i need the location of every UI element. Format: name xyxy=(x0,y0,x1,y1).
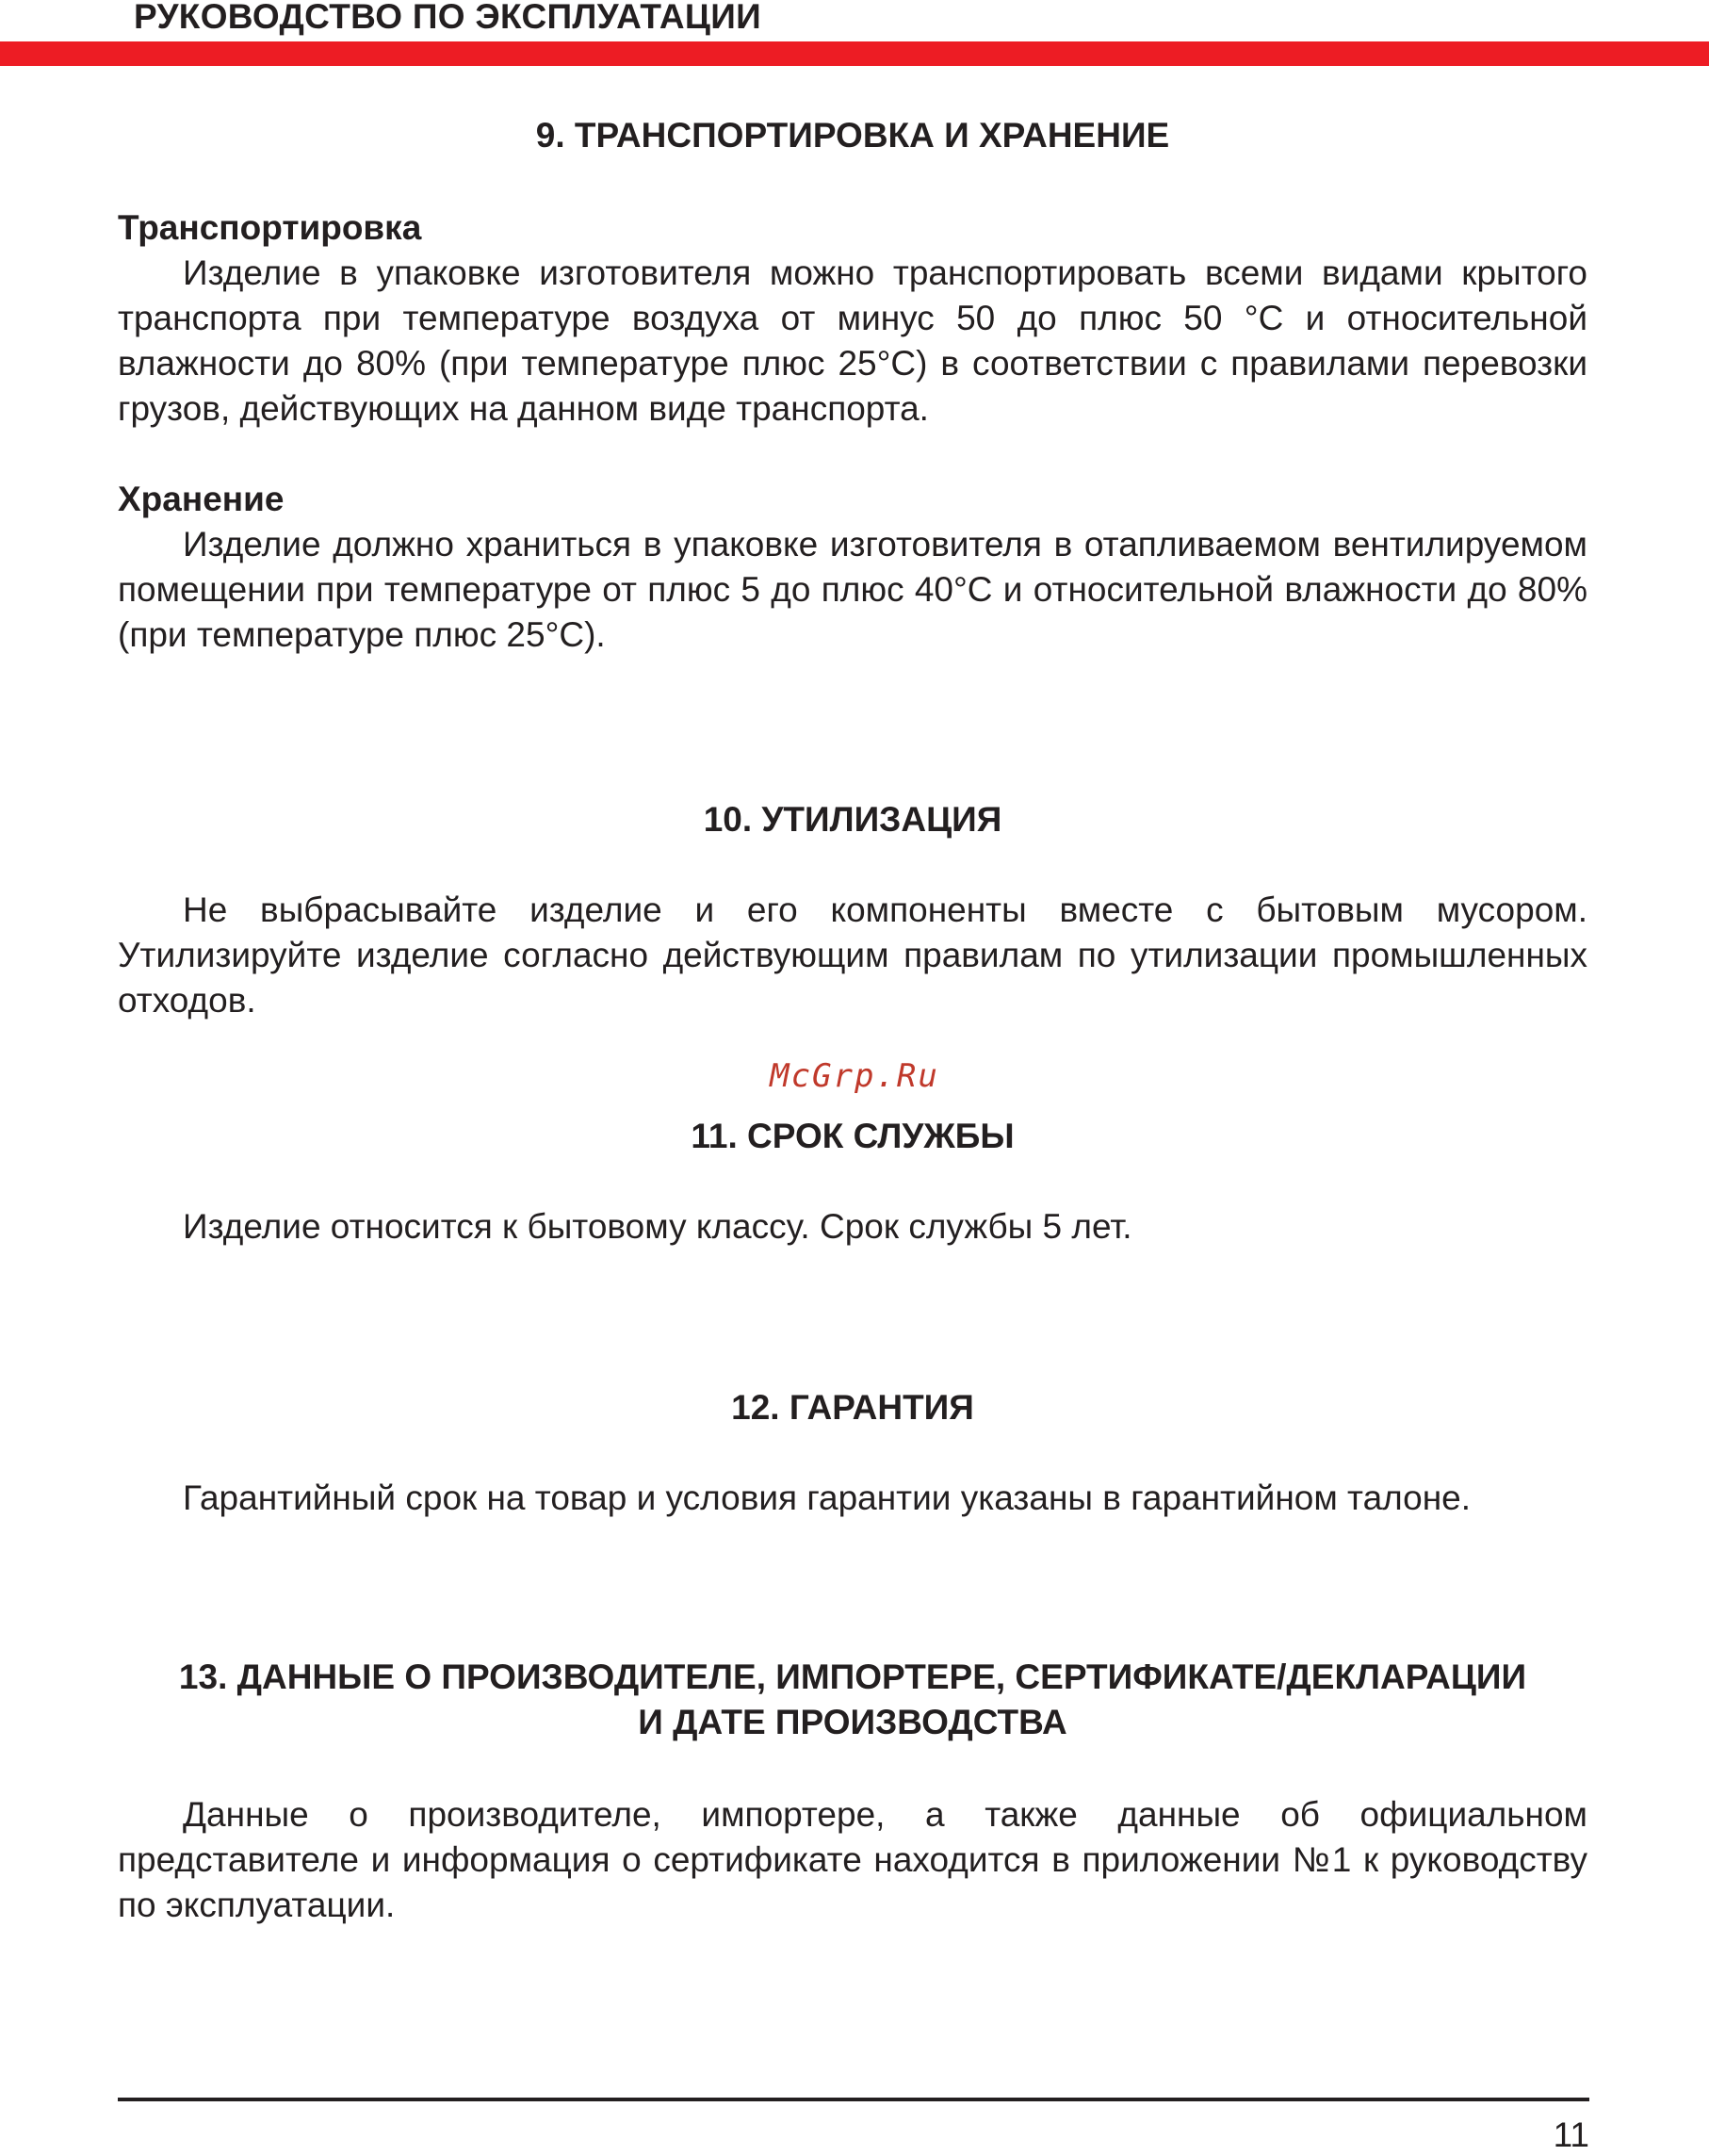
storage-subheading: Хранение xyxy=(118,480,285,518)
page-number: 11 xyxy=(1553,2115,1589,2154)
footer-rule xyxy=(118,2098,1589,2101)
document-header-title: РУКОВОДСТВО ПО ЭКСПЛУАТАЦИИ xyxy=(134,0,762,36)
manufacturer-data-paragraph: Данные о производителе, импортере, а также данные об официальном представителе и информация о сертификате находится в приложении №1 к руководству по эксплуатации. xyxy=(118,1795,1587,1924)
transport-subheading: Транспортировка xyxy=(118,208,422,247)
header-red-band xyxy=(0,41,1709,66)
section-13-heading-line-1: 13. ДАННЫЕ О ПРОИЗВОДИТЕЛЕ, ИМПОРТЕРЕ, СЕРТИФИКАТЕ/ДЕКЛАРАЦИИ xyxy=(178,1658,1527,1696)
transport-paragraph: Изделие в упаковке изготовителя можно транспортировать всеми видами крытого транспорта при температуре воздуха от минус 50 до плюс 50 °С и относительной влажности до 80% (при температуре плюс 25°С) в соответствии с правилами перевозки грузов, действующих на данном виде транспорта. xyxy=(118,253,1587,428)
service-life-paragraph: Изделие относится к бытовому классу. Срок службы 5 лет. xyxy=(183,1207,1132,1246)
warranty-paragraph: Гарантийный срок на товар и условия гарантии указаны в гарантийном талоне. xyxy=(183,1478,1472,1517)
watermark-text: McGrp.Ru xyxy=(770,1057,939,1095)
section-12-heading: 12. ГАРАНТИЯ xyxy=(731,1388,974,1427)
section-11-heading: 11. СРОК СЛУЖБЫ xyxy=(691,1117,1015,1155)
storage-paragraph: Изделие должно храниться в упаковке изготовителя в отапливаемом вентилируемом помещении при температуре от плюс 5 до плюс 40°С и относительной влажности до 80% (при температуре плюс 25°С). xyxy=(118,525,1587,654)
disposal-paragraph: Не выбрасывайте изделие и его компоненты вместе с бытовым мусором. Утилизируйте изделие согласно действующим правилам по утилизации промышленных отходов. xyxy=(118,890,1587,1020)
section-13-heading-line-2: И ДАТЕ ПРОИЗВОДСТВА xyxy=(638,1703,1067,1741)
section-10-heading: 10. УТИЛИЗАЦИЯ xyxy=(703,800,1002,839)
section-9-heading: 9. ТРАНСПОРТИРОВКА И ХРАНЕНИЕ xyxy=(535,116,1170,155)
